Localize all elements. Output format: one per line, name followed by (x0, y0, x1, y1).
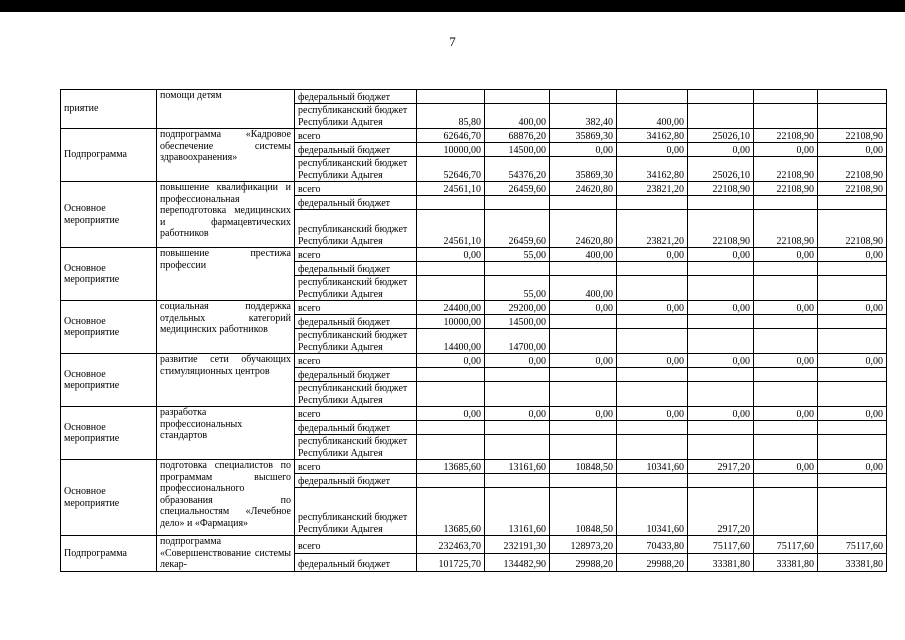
amount-cell (688, 382, 754, 407)
amount-cell (550, 329, 617, 354)
amount-cell (617, 196, 688, 210)
amount-cell (754, 262, 818, 276)
amount-cell (485, 262, 550, 276)
measure-type-cell: Основное мероприятие (61, 407, 157, 460)
amount-cell: 10341,60 (617, 460, 688, 474)
amount-cell (417, 382, 485, 407)
amount-cell: 85,80 (417, 104, 485, 129)
amount-cell: 0,00 (688, 354, 754, 368)
measure-description-cell: подготовка специалистов по программам высшего профессионального образования по специальностям «Лечебное дело» и «Фармация» (157, 460, 295, 536)
amount-cell: 22108,90 (688, 210, 754, 248)
amount-cell: 0,00 (818, 354, 887, 368)
amount-cell (818, 421, 887, 435)
funding-source-cell: федеральный бюджет (295, 90, 417, 104)
amount-cell (550, 474, 617, 488)
amount-cell (754, 435, 818, 460)
measure-description-cell: повышение престижа профессии (157, 248, 295, 301)
amount-cell (688, 368, 754, 382)
table-row (61, 536, 887, 554)
amount-cell: 25026,10 (688, 129, 754, 143)
amount-cell: 0,00 (688, 301, 754, 315)
amount-cell: 0,00 (617, 143, 688, 157)
amount-cell (818, 329, 887, 354)
amount-cell: 33381,80 (818, 553, 887, 571)
amount-cell (818, 368, 887, 382)
amount-cell (688, 435, 754, 460)
amount-cell: 10848,50 (550, 460, 617, 474)
amount-cell: 22108,90 (754, 182, 818, 196)
table-row (61, 248, 887, 262)
amount-cell: 0,00 (417, 248, 485, 262)
amount-cell (818, 315, 887, 329)
amount-cell: 75117,60 (754, 536, 818, 554)
measure-description-cell: помощи детям (157, 90, 295, 129)
amount-cell (485, 368, 550, 382)
amount-cell (818, 196, 887, 210)
funding-source-cell: федеральный бюджет (295, 143, 417, 157)
amount-cell: 0,00 (754, 407, 818, 421)
amount-cell: 14500,00 (485, 315, 550, 329)
table-row (61, 90, 887, 104)
page-number: 7 (449, 34, 456, 49)
amount-cell (617, 421, 688, 435)
amount-cell: 13161,60 (485, 488, 550, 536)
amount-cell (485, 90, 550, 104)
measure-description-cell: подпрограмма «Совершенствование системы лекар- (157, 536, 295, 572)
amount-cell: 55,00 (485, 276, 550, 301)
amount-cell (417, 276, 485, 301)
amount-cell: 10000,00 (417, 315, 485, 329)
amount-cell (688, 104, 754, 129)
measure-description-cell: подпрограмма «Кадровое обеспечение системы здравоохранения» (157, 129, 295, 182)
measure-type-cell: Основное мероприятие (61, 354, 157, 407)
amount-cell: 101725,70 (417, 553, 485, 571)
amount-cell (550, 262, 617, 276)
funding-source-cell: республиканский бюджет Республики Адыгея (295, 488, 417, 536)
amount-cell: 0,00 (617, 354, 688, 368)
amount-cell (617, 262, 688, 276)
amount-cell: 29988,20 (617, 553, 688, 571)
amount-cell: 382,40 (550, 104, 617, 129)
amount-cell (818, 276, 887, 301)
amount-cell: 23821,20 (617, 210, 688, 248)
amount-cell: 75117,60 (688, 536, 754, 554)
amount-cell (818, 435, 887, 460)
measure-type-cell: Основное мероприятие (61, 301, 157, 354)
measure-description-cell: разработка профессиональных стандартов (157, 407, 295, 460)
funding-source-cell: всего (295, 536, 417, 554)
amount-cell: 0,00 (754, 248, 818, 262)
amount-cell: 26459,60 (485, 210, 550, 248)
amount-cell: 0,00 (688, 248, 754, 262)
amount-cell: 0,00 (550, 354, 617, 368)
amount-cell (688, 262, 754, 276)
amount-cell: 0,00 (550, 301, 617, 315)
measure-description-cell: социальная поддержка отдельных категорий медицинских работников (157, 301, 295, 354)
amount-cell (754, 196, 818, 210)
amount-cell: 25026,10 (688, 157, 754, 182)
measure-type-cell: Основное мероприятие (61, 182, 157, 248)
amount-cell (617, 474, 688, 488)
amount-cell: 0,00 (617, 301, 688, 315)
funding-source-cell: республиканский бюджет Республики Адыгея (295, 329, 417, 354)
amount-cell (417, 262, 485, 276)
amount-cell: 22108,90 (818, 129, 887, 143)
amount-cell (688, 315, 754, 329)
funding-source-cell: всего (295, 182, 417, 196)
amount-cell: 29200,00 (485, 301, 550, 315)
amount-cell: 26459,60 (485, 182, 550, 196)
budget-table (60, 89, 887, 572)
amount-cell: 0,00 (754, 460, 818, 474)
table-row (61, 354, 887, 368)
scan-top-border (0, 0, 905, 12)
amount-cell (417, 196, 485, 210)
amount-cell: 0,00 (818, 248, 887, 262)
amount-cell (485, 421, 550, 435)
amount-cell (754, 315, 818, 329)
amount-cell: 22108,90 (754, 157, 818, 182)
amount-cell: 33381,80 (688, 553, 754, 571)
measure-type-cell: приятие (61, 90, 157, 129)
amount-cell (550, 435, 617, 460)
amount-cell: 62646,70 (417, 129, 485, 143)
amount-cell (688, 474, 754, 488)
amount-cell: 0,00 (617, 248, 688, 262)
amount-cell (754, 474, 818, 488)
amount-cell (688, 421, 754, 435)
amount-cell (550, 196, 617, 210)
amount-cell (754, 488, 818, 536)
amount-cell: 23821,20 (617, 182, 688, 196)
amount-cell: 0,00 (818, 301, 887, 315)
amount-cell: 22108,90 (754, 129, 818, 143)
amount-cell (818, 262, 887, 276)
amount-cell: 33381,80 (754, 553, 818, 571)
amount-cell: 0,00 (688, 407, 754, 421)
amount-cell: 128973,20 (550, 536, 617, 554)
amount-cell (754, 382, 818, 407)
amount-cell: 2917,20 (688, 488, 754, 536)
amount-cell (818, 90, 887, 104)
table-row (61, 460, 887, 474)
amount-cell: 24620,80 (550, 182, 617, 196)
amount-cell: 0,00 (417, 354, 485, 368)
amount-cell: 0,00 (617, 407, 688, 421)
amount-cell: 232463,70 (417, 536, 485, 554)
amount-cell: 10000,00 (417, 143, 485, 157)
funding-source-cell: федеральный бюджет (295, 553, 417, 571)
amount-cell (688, 196, 754, 210)
amount-cell: 0,00 (485, 407, 550, 421)
amount-cell (485, 435, 550, 460)
amount-cell (617, 90, 688, 104)
amount-cell (754, 276, 818, 301)
funding-source-cell: федеральный бюджет (295, 421, 417, 435)
amount-cell (550, 315, 617, 329)
amount-cell (617, 329, 688, 354)
funding-source-cell: федеральный бюджет (295, 368, 417, 382)
amount-cell: 10341,60 (617, 488, 688, 536)
measure-type-cell: Основное мероприятие (61, 460, 157, 536)
funding-source-cell: всего (295, 407, 417, 421)
amount-cell (754, 90, 818, 104)
amount-cell: 34162,80 (617, 129, 688, 143)
amount-cell (485, 382, 550, 407)
amount-cell (485, 474, 550, 488)
amount-cell: 0,00 (818, 143, 887, 157)
measure-type-cell: Подпрограмма (61, 536, 157, 572)
amount-cell (688, 276, 754, 301)
amount-cell: 52646,70 (417, 157, 485, 182)
amount-cell: 0,00 (485, 354, 550, 368)
amount-cell (617, 368, 688, 382)
amount-cell (818, 382, 887, 407)
amount-cell: 24620,80 (550, 210, 617, 248)
amount-cell: 400,00 (485, 104, 550, 129)
table-row (61, 301, 887, 315)
amount-cell (417, 435, 485, 460)
amount-cell (617, 435, 688, 460)
funding-source-cell: республиканский бюджет Республики Адыгея (295, 104, 417, 129)
funding-source-cell: республиканский бюджет Республики Адыгея (295, 157, 417, 182)
amount-cell: 22108,90 (818, 210, 887, 248)
amount-cell (417, 368, 485, 382)
amount-cell: 0,00 (688, 143, 754, 157)
amount-cell: 0,00 (818, 407, 887, 421)
amount-cell: 10848,50 (550, 488, 617, 536)
funding-source-cell: республиканский бюджет Республики Адыгея (295, 276, 417, 301)
funding-source-cell: всего (295, 248, 417, 262)
funding-source-cell: всего (295, 354, 417, 368)
measure-type-cell: Подпрограмма (61, 129, 157, 182)
amount-cell (417, 474, 485, 488)
amount-cell: 22108,90 (688, 182, 754, 196)
amount-cell: 34162,80 (617, 157, 688, 182)
funding-source-cell: всего (295, 460, 417, 474)
amount-cell (818, 474, 887, 488)
amount-cell: 400,00 (617, 104, 688, 129)
amount-cell: 55,00 (485, 248, 550, 262)
amount-cell: 54376,20 (485, 157, 550, 182)
table-row (61, 407, 887, 421)
amount-cell: 232191,30 (485, 536, 550, 554)
amount-cell: 22108,90 (818, 182, 887, 196)
funding-source-cell: всего (295, 301, 417, 315)
amount-cell (550, 421, 617, 435)
amount-cell: 13685,60 (417, 460, 485, 474)
amount-cell (550, 90, 617, 104)
amount-cell (754, 329, 818, 354)
amount-cell: 24561,10 (417, 210, 485, 248)
amount-cell (617, 382, 688, 407)
amount-cell: 22108,90 (818, 157, 887, 182)
measure-description-cell: развитие сети обучающих стимуляционных центров (157, 354, 295, 407)
amount-cell: 134482,90 (485, 553, 550, 571)
amount-cell: 70433,80 (617, 536, 688, 554)
amount-cell: 0,00 (550, 407, 617, 421)
amount-cell: 13161,60 (485, 460, 550, 474)
amount-cell (485, 196, 550, 210)
amount-cell: 24400,00 (417, 301, 485, 315)
amount-cell: 14700,00 (485, 329, 550, 354)
funding-source-cell: республиканский бюджет Республики Адыгея (295, 435, 417, 460)
amount-cell (417, 90, 485, 104)
amount-cell: 68876,20 (485, 129, 550, 143)
measure-description-cell: повышение квалификации и профессиональная переподготовка медицинских и фармацевтических работников (157, 182, 295, 248)
amount-cell: 14400,00 (417, 329, 485, 354)
funding-source-cell: федеральный бюджет (295, 474, 417, 488)
amount-cell: 29988,20 (550, 553, 617, 571)
amount-cell (417, 421, 485, 435)
amount-cell: 0,00 (754, 143, 818, 157)
funding-source-cell: всего (295, 129, 417, 143)
measure-type-cell: Основное мероприятие (61, 248, 157, 301)
budget-table-body (61, 90, 887, 572)
funding-source-cell: федеральный бюджет (295, 315, 417, 329)
amount-cell (688, 90, 754, 104)
funding-source-cell: республиканский бюджет Республики Адыгея (295, 210, 417, 248)
amount-cell: 400,00 (550, 248, 617, 262)
funding-source-cell: республиканский бюджет Республики Адыгея (295, 382, 417, 407)
funding-source-cell: федеральный бюджет (295, 196, 417, 210)
table-row (61, 129, 887, 143)
table-row (61, 182, 887, 196)
amount-cell (818, 104, 887, 129)
amount-cell: 0,00 (550, 143, 617, 157)
amount-cell (754, 421, 818, 435)
amount-cell: 14500,00 (485, 143, 550, 157)
amount-cell: 0,00 (754, 354, 818, 368)
amount-cell: 0,00 (417, 407, 485, 421)
amount-cell (617, 315, 688, 329)
amount-cell: 0,00 (818, 460, 887, 474)
amount-cell: 35869,30 (550, 157, 617, 182)
amount-cell (550, 368, 617, 382)
amount-cell (550, 382, 617, 407)
amount-cell (688, 329, 754, 354)
amount-cell: 22108,90 (754, 210, 818, 248)
amount-cell: 0,00 (754, 301, 818, 315)
amount-cell: 13685,60 (417, 488, 485, 536)
amount-cell: 24561,10 (417, 182, 485, 196)
amount-cell (754, 368, 818, 382)
amount-cell: 2917,20 (688, 460, 754, 474)
amount-cell (617, 276, 688, 301)
amount-cell (754, 104, 818, 129)
funding-source-cell: федеральный бюджет (295, 262, 417, 276)
amount-cell: 400,00 (550, 276, 617, 301)
amount-cell: 75117,60 (818, 536, 887, 554)
amount-cell: 35869,30 (550, 129, 617, 143)
amount-cell (818, 488, 887, 536)
